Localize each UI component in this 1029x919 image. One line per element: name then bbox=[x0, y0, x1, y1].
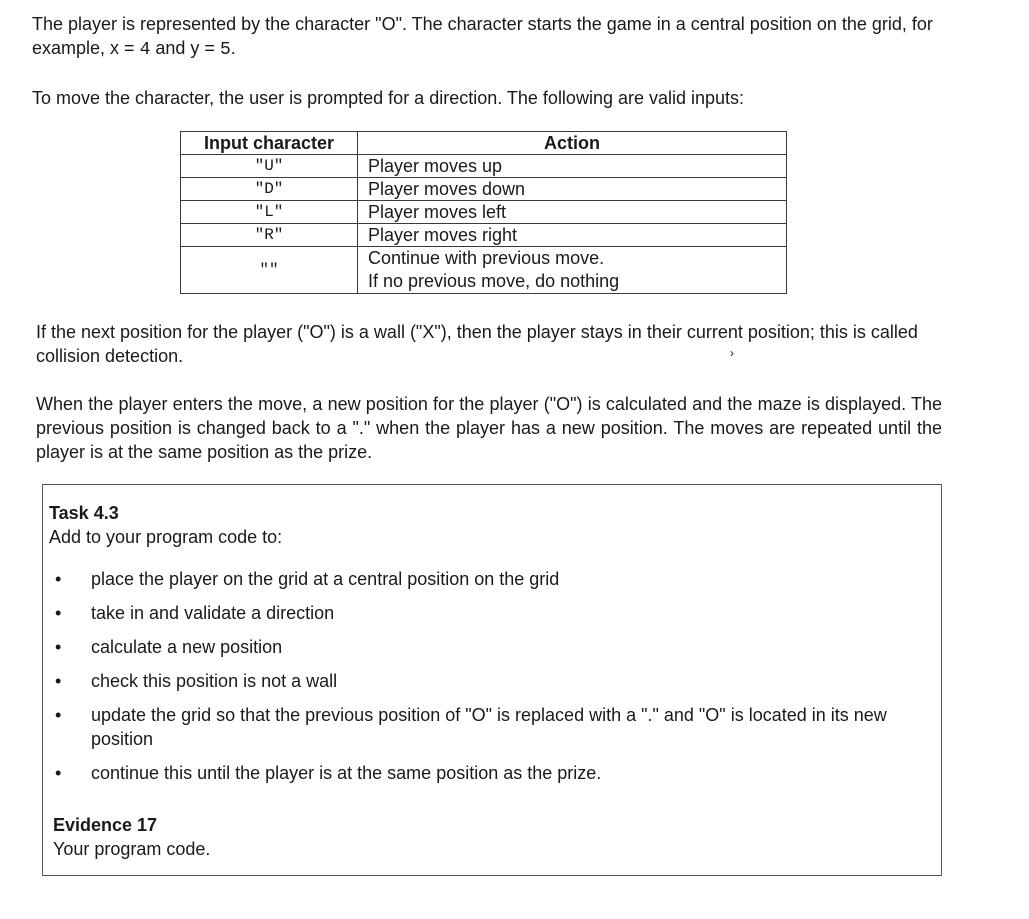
list-item bbox=[43, 761, 933, 785]
list-item bbox=[43, 703, 933, 751]
header-action: Action bbox=[358, 132, 787, 155]
bullet-text: check this position is not a wall bbox=[91, 671, 338, 691]
list-item bbox=[43, 635, 933, 659]
task-title: Task 4.3 bbox=[49, 503, 119, 523]
bullet-text: take in and validate a direction bbox=[91, 603, 335, 623]
intro-text-b: and y = bbox=[150, 38, 220, 58]
evidence-description: Your program code. bbox=[53, 839, 211, 859]
action-cell: Player moves down bbox=[358, 178, 787, 201]
evidence-title: Evidence 17 bbox=[53, 815, 158, 835]
stray-mark-icon: › bbox=[730, 346, 734, 360]
intro-paragraph-player bbox=[32, 12, 942, 62]
input-cell: "" bbox=[181, 247, 358, 294]
action-cell: Player moves right bbox=[358, 224, 787, 247]
bullet-icon: • bbox=[55, 763, 62, 783]
bullet-text: continue this until the player is at the same position as the prize. bbox=[91, 763, 602, 783]
input-cell: "R" bbox=[181, 224, 358, 247]
bullet-icon: • bbox=[55, 705, 62, 725]
task-box bbox=[42, 484, 942, 876]
table-row bbox=[181, 178, 787, 201]
list-item bbox=[43, 567, 933, 591]
intro-text-c: . bbox=[230, 38, 236, 58]
action-cell: Player moves up bbox=[358, 155, 787, 178]
collision-paragraph: If the next position for the player ("O") is a wall ("X"), then the player stays in their current position; this is called collision detection. bbox=[36, 322, 918, 366]
input-cell: "L" bbox=[181, 201, 358, 224]
y-value: 5 bbox=[219, 40, 231, 60]
move-paragraph: When the player enters the move, a new position for the player ("O") is calculated and the maze is displayed. The previous position is changed back to a "." when the player has a new position. The moves are repeated until the player is at the same position as the prize. bbox=[36, 394, 942, 462]
table-row bbox=[181, 247, 787, 294]
action-cell bbox=[358, 247, 787, 294]
input-action-table bbox=[180, 131, 787, 294]
list-item bbox=[43, 669, 933, 693]
bullet-text: place the player on the grid at a central position on the grid bbox=[91, 569, 560, 589]
task-bullet-list bbox=[43, 567, 933, 795]
table-row bbox=[181, 155, 787, 178]
table-header-row bbox=[181, 132, 787, 155]
header-input-character: Input character bbox=[181, 132, 358, 155]
bullet-icon: • bbox=[55, 603, 62, 623]
intro-text-a: The player is represented by the character "O". The character starts the game in a central position on the grid, for example, x = bbox=[32, 14, 933, 58]
input-cell: "D" bbox=[181, 178, 358, 201]
intro-paragraph-move: To move the character, the user is prompted for a direction. The following are valid inputs: bbox=[32, 88, 745, 108]
action-cell: Player moves left bbox=[358, 201, 787, 224]
list-item bbox=[43, 601, 933, 625]
bullet-icon: • bbox=[55, 637, 62, 657]
table-row bbox=[181, 224, 787, 247]
action-line-1: Continue with previous move. bbox=[368, 248, 605, 268]
bullet-text: update the grid so that the previous position of "O" is replaced with a "." and "O" is located in its new position bbox=[91, 705, 887, 749]
task-intro: Add to your program code to: bbox=[49, 527, 283, 547]
bullet-icon: • bbox=[55, 569, 62, 589]
table-row bbox=[181, 201, 787, 224]
action-line-2: If no previous move, do nothing bbox=[368, 271, 620, 291]
bullet-text: calculate a new position bbox=[91, 637, 283, 657]
x-value: 4 bbox=[139, 40, 151, 60]
input-cell: "U" bbox=[181, 155, 358, 178]
bullet-icon: • bbox=[55, 671, 62, 691]
